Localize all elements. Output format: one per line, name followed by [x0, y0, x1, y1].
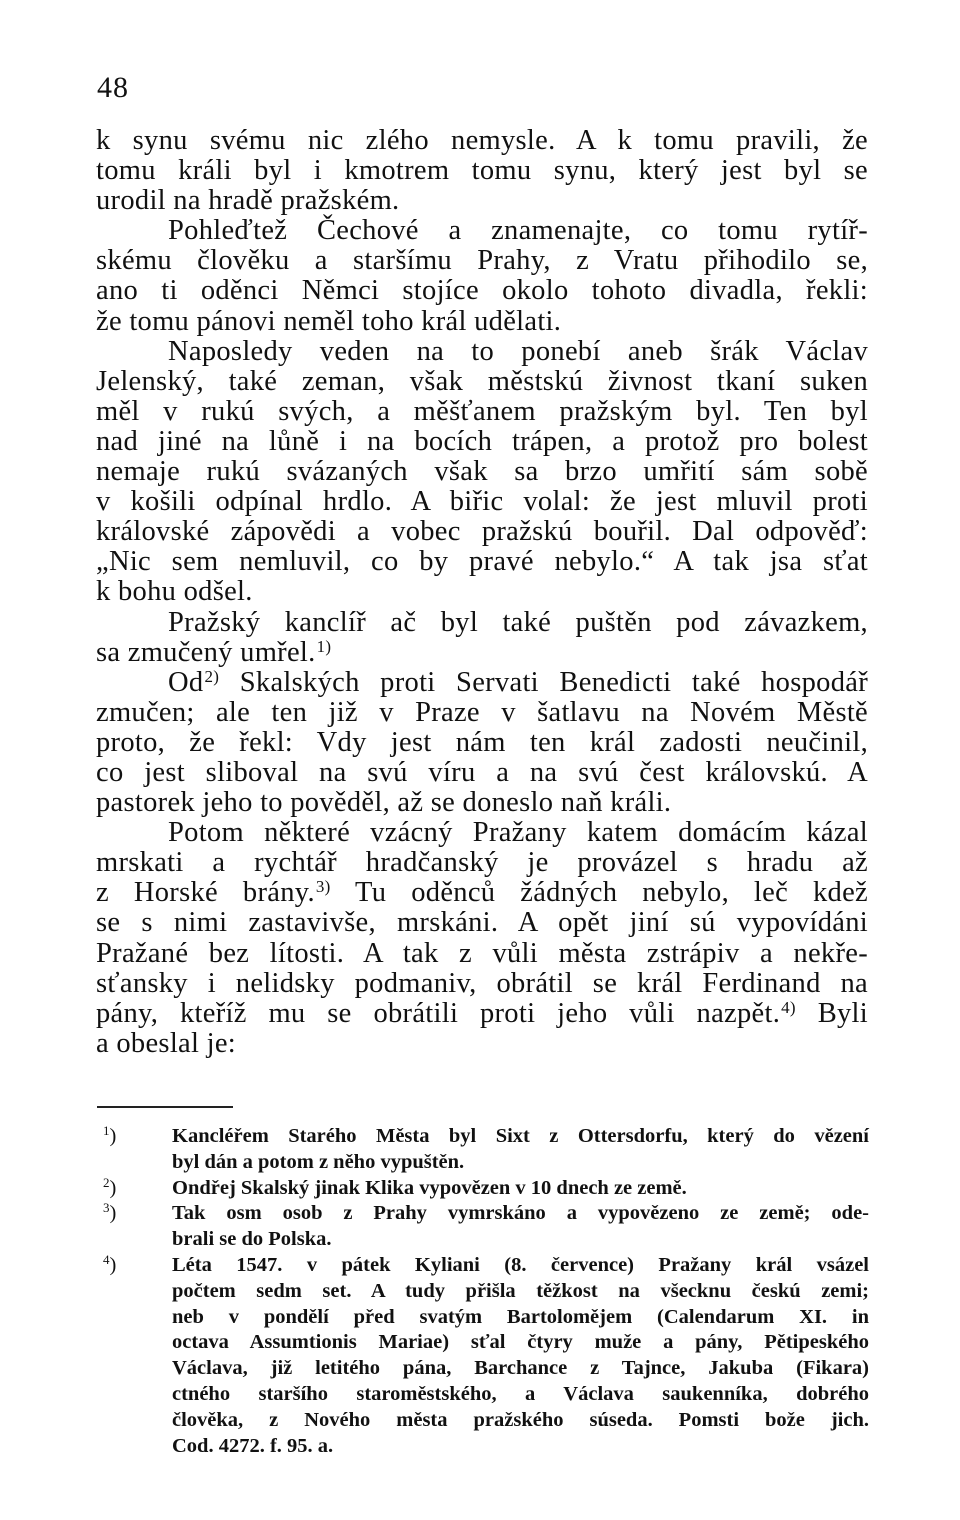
- footnote-line: ctného staršího staroměstského, a Václava saukenníka, dobrého: [172, 1382, 869, 1405]
- text-line-content: urodil na hradě pražském.: [96, 185, 400, 217]
- text-line: [96, 427, 868, 457]
- footnote-line: brali se do Polska.: [172, 1228, 332, 1251]
- footnote-separator: [97, 1106, 233, 1108]
- footnote: [103, 1176, 869, 1202]
- text-line-content: skému člověku a staršímu Prahy, z Vratu přihodilo se,: [96, 245, 868, 277]
- text-line: [96, 577, 868, 607]
- text-line: [96, 276, 868, 306]
- text-line-content: nemaje rukú svázaných však sa brzo umřití sám sobě: [96, 456, 868, 488]
- text-line-content: zmučen; ale ten již v Praze v šatlavu na Novém Městě: [96, 696, 868, 728]
- footnote-marker: $^4$): [103, 1251, 117, 1276]
- text-line: [96, 668, 868, 698]
- text-line-content: v košili odpínal hrdlo. A biřic volal: že jest mluvil proti: [96, 486, 868, 518]
- footnote-marker-number: 2: [103, 1174, 110, 1190]
- footnote-line: byl dán a potom z něho vypuštěn.: [172, 1150, 465, 1173]
- text-line: [96, 457, 868, 487]
- text-line-content: měl v rukú svých, a měšťanem pražským byl. Ten byl: [96, 395, 868, 427]
- footnotes: [103, 1124, 869, 1459]
- text-line-content: královské zápovědi a vobec pražskú bouřil. Dal odpověď:: [96, 516, 868, 548]
- footnote-marker-number: 1: [103, 1123, 110, 1138]
- footnote-text: Kancléřem Starého Města byl Sixt z Ottersdorfu, který do vězení: [172, 1125, 869, 1147]
- text-line-content: Potom některé vzácný Pražany katem domácím kázal: [168, 817, 868, 849]
- text-line-content: Pražané bez lítosti. A tak z vůli města zstrápiv a nekře-: [96, 937, 868, 969]
- text-line-content: pastorek jeho to pověděl, až se doneslo naň králi.: [96, 787, 672, 819]
- text-line: [96, 307, 868, 337]
- footnote-reference: 3): [315, 877, 331, 897]
- text-line: [96, 608, 868, 638]
- text-line: [96, 186, 868, 216]
- footnote-marker: $^3$): [103, 1200, 117, 1225]
- text-line: [96, 999, 868, 1029]
- text-line: [96, 908, 868, 938]
- text-line: [96, 818, 868, 848]
- text-line-content: co jest sliboval na svú víru a na svú čest královskú. A: [96, 756, 868, 788]
- text-line: [96, 698, 868, 728]
- text-line-content: Naposledy veden na to ponebí aneb šrák Václav: [168, 335, 868, 367]
- text-line-content: k bohu odšel.: [96, 576, 253, 608]
- footnote-reference: 1): [316, 636, 332, 656]
- page-number: 48: [97, 71, 129, 104]
- footnote: [103, 1253, 869, 1459]
- footnote-marker: $^1$): [103, 1123, 117, 1147]
- text-line: [96, 547, 868, 577]
- text-line: [96, 246, 868, 276]
- text-line-content: tomu králi byl i kmotrem tomu synu, který jest byl se: [96, 155, 868, 187]
- text-line-content: proto, že řekl: Vdy jest nám ten král zadosti neučinil,: [96, 726, 868, 758]
- text-line-continuation: Skalských proti Servati Benedicti také hospodář: [239, 666, 868, 698]
- text-line-continuation: Byli: [817, 997, 868, 1029]
- text-line-content: a obeslal je:: [96, 1027, 237, 1059]
- footnote: [103, 1201, 869, 1253]
- footnote-marker-number: 3: [103, 1200, 110, 1216]
- footnote-line: [103, 1124, 869, 1150]
- text-line-content: z Horské brány.: [96, 877, 315, 909]
- text-line: [96, 728, 868, 758]
- text-line: [96, 487, 868, 517]
- footnote-line: [103, 1201, 869, 1227]
- main-text: [96, 126, 868, 1059]
- text-line-content: Jelenský, také zeman, však městskú živnost tkaní suken: [96, 365, 868, 397]
- footnote-text: Ondřej Skalský jinak Klika vypovězen v 10 dnech ze země.: [172, 1176, 687, 1199]
- text-line-content: se s nimi zastavivše, mrskáni. A opět jiní sú vypovídáni: [96, 907, 868, 939]
- text-line: [96, 126, 868, 156]
- text-line-content: Od: [168, 666, 204, 698]
- footnote-line: Václava, již letitého pána, Barchance z Tajnce, Jakuba (Fikara): [172, 1357, 869, 1380]
- text-line: [96, 337, 868, 367]
- text-line-content: že tomu pánovi neměl toho král udělati.: [96, 305, 562, 337]
- text-line-content: „Nic sem nemluvil, co by pravé nebylo.“ A tak jsa sťat: [96, 546, 868, 578]
- footnote-line: octava Assumtionis Mariae) sťal čtyry muže a pány, Pětipeského: [172, 1331, 869, 1354]
- text-line-continuation: Tu oděnců žádných nebylo, leč kdež: [355, 877, 868, 909]
- text-line: [96, 156, 868, 186]
- footnote-reference: 4): [781, 997, 796, 1017]
- footnote-line: [103, 1176, 869, 1202]
- text-line: [96, 397, 868, 427]
- text-line-content: mrskati a rychtář hradčanský je provázel s hradu až: [96, 847, 868, 879]
- text-line: [96, 939, 868, 969]
- footnote-line: Cod. 4272. f. 95. a.: [172, 1434, 334, 1457]
- text-line: [96, 969, 868, 999]
- footnote-text: Tak osm osob z Prahy vymrskáno a vypovězeno ze země; ode-: [172, 1202, 869, 1225]
- footnote-line: neb v pondělí před svatým Bartolomějem (Calendarum XI. in: [172, 1305, 869, 1328]
- text-line-content: ano ti oděnci Němci stojíce okolo tohoto divadla, řekli:: [96, 275, 868, 307]
- text-line-content: sa zmučený umřel.: [96, 636, 316, 668]
- footnote-line: počtem sedm set. A tudy přišla těžkost na všecknu českú zemi;: [172, 1279, 869, 1302]
- footnote-reference: 2): [204, 666, 220, 686]
- text-line: [96, 638, 868, 668]
- text-line-content: k synu svému nic zlého nemysle. A k tomu pravili, že: [96, 125, 868, 156]
- text-line: [96, 367, 868, 397]
- text-line: [96, 788, 868, 818]
- footnote-marker-number: 4: [103, 1251, 110, 1267]
- text-line: [96, 1029, 868, 1059]
- text-line: [96, 848, 868, 878]
- footnote: [103, 1124, 869, 1176]
- text-line: [96, 878, 868, 908]
- footnote-line: [103, 1253, 869, 1279]
- text-line-content: sťansky i nelidsky podmaniv, obrátil se král Ferdinand na: [96, 967, 868, 999]
- text-line: [96, 517, 868, 547]
- text-line-content: nad jiné na lůně i na bocích trápen, a protož pro bolest: [96, 425, 868, 457]
- text-line: [96, 216, 868, 246]
- footnote-text: Léta 1547. v pátek Kyliani (8. července) Pražany král vsázel: [172, 1253, 869, 1276]
- footnote-line: člověka, z Nového města pražského súseda. Pomsti bože jich.: [172, 1408, 869, 1431]
- footnote-marker: $^2$): [103, 1174, 117, 1199]
- text-line-content: Pražský kanclíř ač byl také puštěn pod závazkem,: [168, 606, 868, 638]
- text-line-content: pány, kteříž mu se obrátili proti jeho vůli nazpět.: [96, 997, 781, 1029]
- text-line-content: Pohleďtež Čechové a znamenajte, co tomu rytíř-: [168, 215, 868, 247]
- text-line: [96, 758, 868, 788]
